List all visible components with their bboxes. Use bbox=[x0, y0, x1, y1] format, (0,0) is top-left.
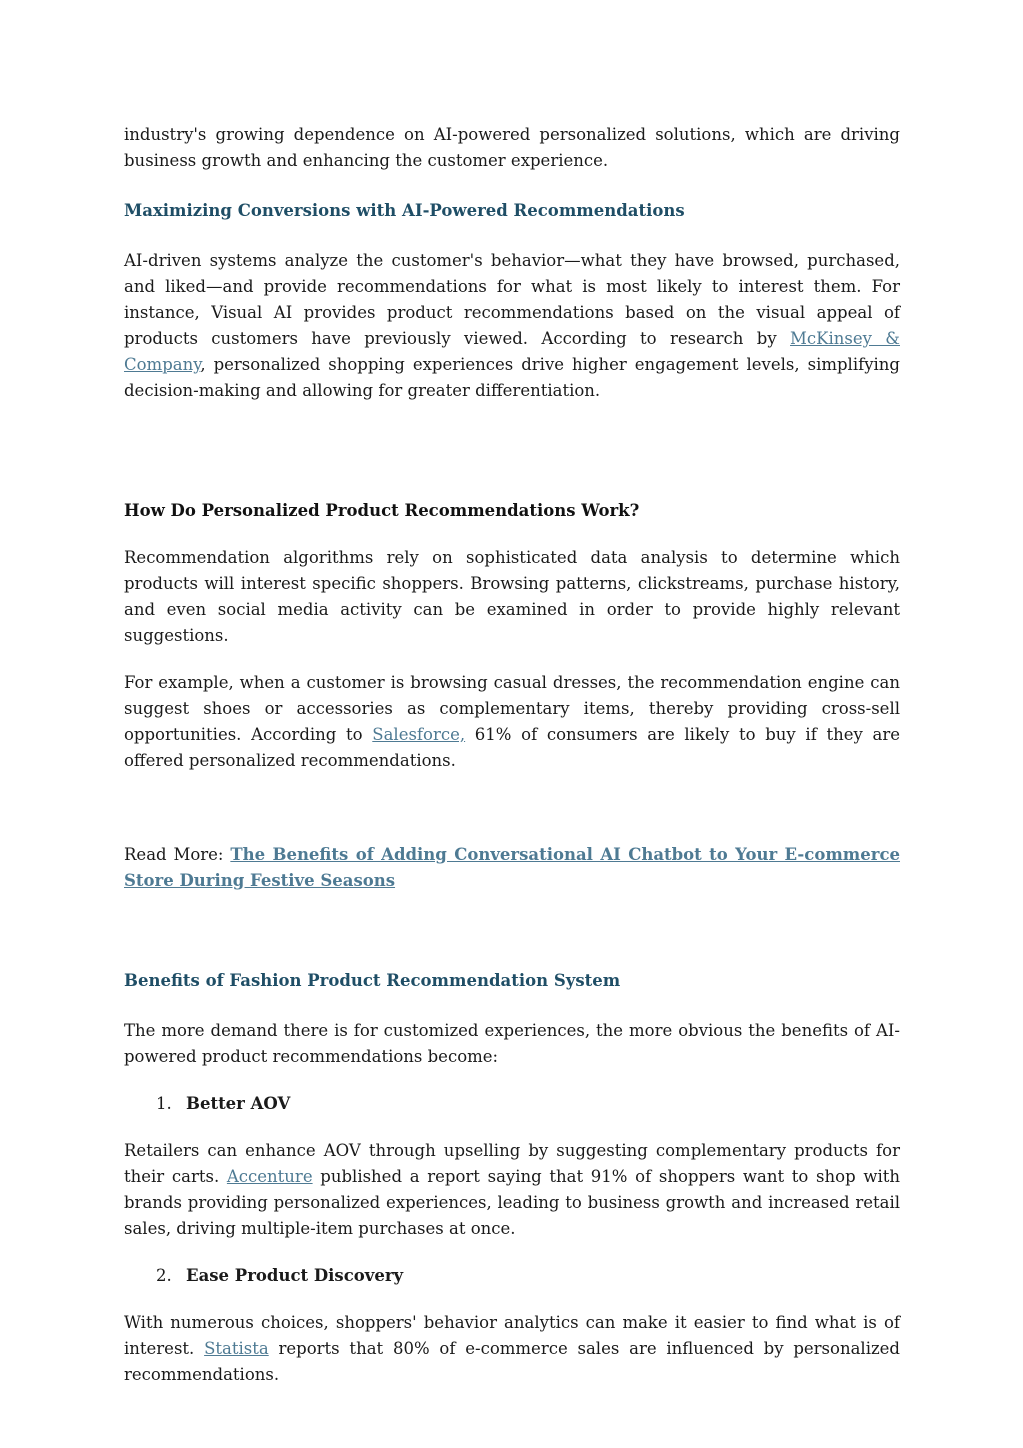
section-heading-maximizing-conversions: Maximizing Conversions with AI-Powered Recommendations bbox=[124, 201, 685, 220]
list-item-title: Ease Product Discovery bbox=[186, 1266, 404, 1285]
read-more-link[interactable]: The Benefits of Adding Conversational AI Chatbot to Your E-commerce Store During Festive Seasons bbox=[124, 845, 900, 890]
read-more-line bbox=[124, 842, 900, 894]
statista-link[interactable]: Statista bbox=[204, 1339, 269, 1358]
list-item-number: 1. bbox=[156, 1094, 172, 1113]
section-heading-benefits: Benefits of Fashion Product Recommendation System bbox=[124, 971, 621, 990]
paragraph-recommendation-algorithms: Recommendation algorithms rely on sophisticated data analysis to determine which products will interest specific shoppers. Browsing patterns, clickstreams, purchase history, and even social media activity can be examined in order to provide highly relevant suggestions. bbox=[124, 548, 900, 645]
paragraph-text: reports that 80% of e-commerce sales are influenced by personalized recommendations. bbox=[124, 1339, 900, 1384]
intro-paragraph: industry's growing dependence on AI-powered personalized solutions, which are driving business growth and enhancing the customer experience. bbox=[124, 125, 900, 170]
list-item-title: Better AOV bbox=[186, 1094, 291, 1113]
paragraph-benefits-intro: The more demand there is for customized experiences, the more obvious the benefits of AI-powered product recommendations become: bbox=[124, 1021, 900, 1066]
paragraph-for-example bbox=[124, 670, 900, 774]
read-more-label: Read More: bbox=[124, 845, 231, 864]
section-heading-how-recommendations-work: How Do Personalized Product Recommendations Work? bbox=[124, 501, 640, 520]
list-item-ease-product-discovery bbox=[124, 1263, 900, 1289]
paragraph-text: Retailers can enhance AOV through upselling by suggesting complementary products for their carts. bbox=[124, 1141, 900, 1186]
paragraph-text: For example, when a customer is browsing casual dresses, the recommendation engine can suggest shoes or accessories as complementary items, thereby providing cross-sell opportunities. According to bbox=[124, 673, 900, 744]
mckinsey-link[interactable]: McKinsey & Company bbox=[124, 329, 900, 374]
salesforce-link[interactable]: Salesforce, bbox=[372, 725, 466, 744]
paragraph-ai-driven-systems bbox=[124, 248, 900, 404]
paragraph-text: 61% of consumers are likely to buy if they are offered personalized recommendations. bbox=[124, 725, 900, 770]
list-item-better-aov bbox=[124, 1091, 900, 1117]
document-page bbox=[124, 122, 900, 1388]
list-item-number: 2. bbox=[156, 1266, 172, 1285]
paragraph-text: With numerous choices, shoppers' behavior analytics can make it easier to find what is of interest. bbox=[124, 1313, 900, 1358]
paragraph-ease-product-discovery bbox=[124, 1310, 900, 1388]
paragraph-better-aov bbox=[124, 1138, 900, 1242]
paragraph-text: AI-driven systems analyze the customer's behavior—what they have browsed, purchased, and liked—and provide recommendations for what is most likely to interest them. For instance, Visual AI provides product recommendations based on the visual appeal of products customers have previously viewed. According to research by bbox=[124, 251, 900, 348]
accenture-link[interactable]: Accenture bbox=[226, 1167, 313, 1186]
paragraph-text: published a report saying that 91% of shoppers want to shop with brands providing personalized experiences, leading to business growth and increased retail sales, driving multiple-item purchases at once. bbox=[124, 1167, 900, 1238]
paragraph-text: , personalized shopping experiences drive higher engagement levels, simplifying decision-making and allowing for greater differentiation. bbox=[124, 355, 900, 400]
